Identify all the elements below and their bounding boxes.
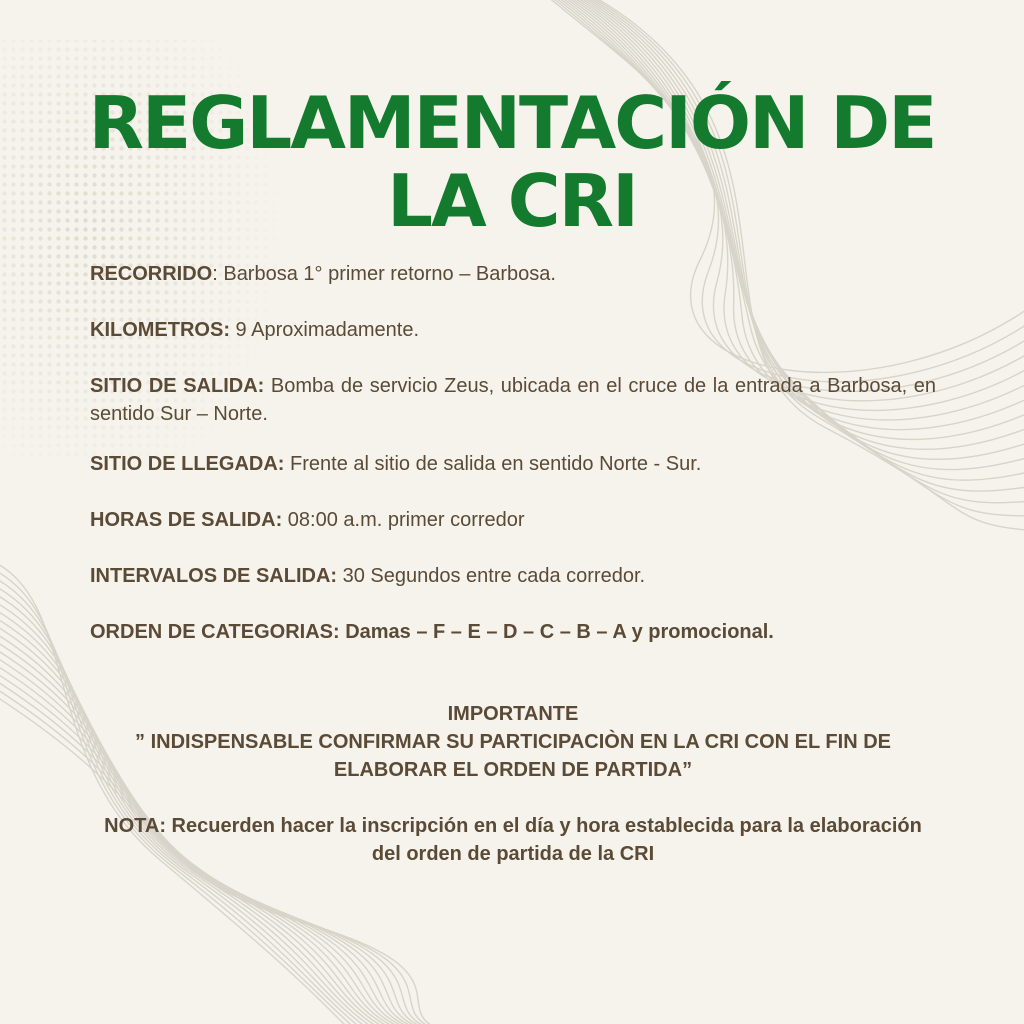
field-kilometros	[90, 316, 936, 344]
field-label: KILOMETROS:	[90, 319, 230, 341]
field-value: 08:00 a.m. primer corredor	[282, 509, 525, 531]
field-value: Frente al sitio de salida en sentido Norte - Sur.	[284, 453, 702, 475]
field-value: : Barbosa 1° primer retorno – Barbosa.	[212, 263, 556, 285]
field-horas-salida	[90, 506, 936, 534]
important-notice	[90, 700, 936, 784]
field-label: SITIO DE LLEGADA:	[90, 453, 285, 475]
field-value: 30 Segundos entre cada corredor.	[337, 565, 646, 587]
field-sitio-llegada	[90, 450, 936, 478]
page-title	[0, 81, 1024, 243]
title-line-2: LA CRI	[387, 159, 637, 243]
field-recorrido	[90, 260, 936, 288]
note-text: NOTA: Recuerden hacer la inscripción en el día y hora establecida para la elaboración del orden de partida de la CRI	[104, 815, 922, 865]
field-label: SITIO DE SALIDA:	[90, 375, 265, 397]
field-value: Bomba de servicio Zeus, ubicada en el cruce de la entrada a Barbosa, en sentido Sur – Norte.	[90, 375, 937, 425]
title-line-1: REGLAMENTACIÓN DE	[88, 81, 936, 165]
important-text: ” INDISPENSABLE CONFIRMAR SU PARTICIPACIÒN EN LA CRI CON EL FIN DE ELABORAR EL ORDEN DE PARTIDA”	[135, 731, 891, 781]
important-heading: IMPORTANTE	[447, 703, 579, 725]
field-sitio-salida	[90, 372, 936, 428]
field-label: RECORRIDO	[90, 263, 213, 285]
field-label: ORDEN DE CATEGORIAS:	[90, 621, 340, 643]
field-label: HORAS DE SALIDA:	[90, 509, 283, 531]
field-value: 9 Aproximadamente.	[230, 319, 419, 341]
field-label: INTERVALOS DE SALIDA:	[90, 565, 338, 587]
field-intervalos-salida	[90, 562, 936, 590]
field-orden-categorias	[90, 618, 936, 646]
rules-list	[90, 260, 936, 674]
field-value: Damas – F – E – D – C – B – A y promocional.	[339, 621, 774, 643]
